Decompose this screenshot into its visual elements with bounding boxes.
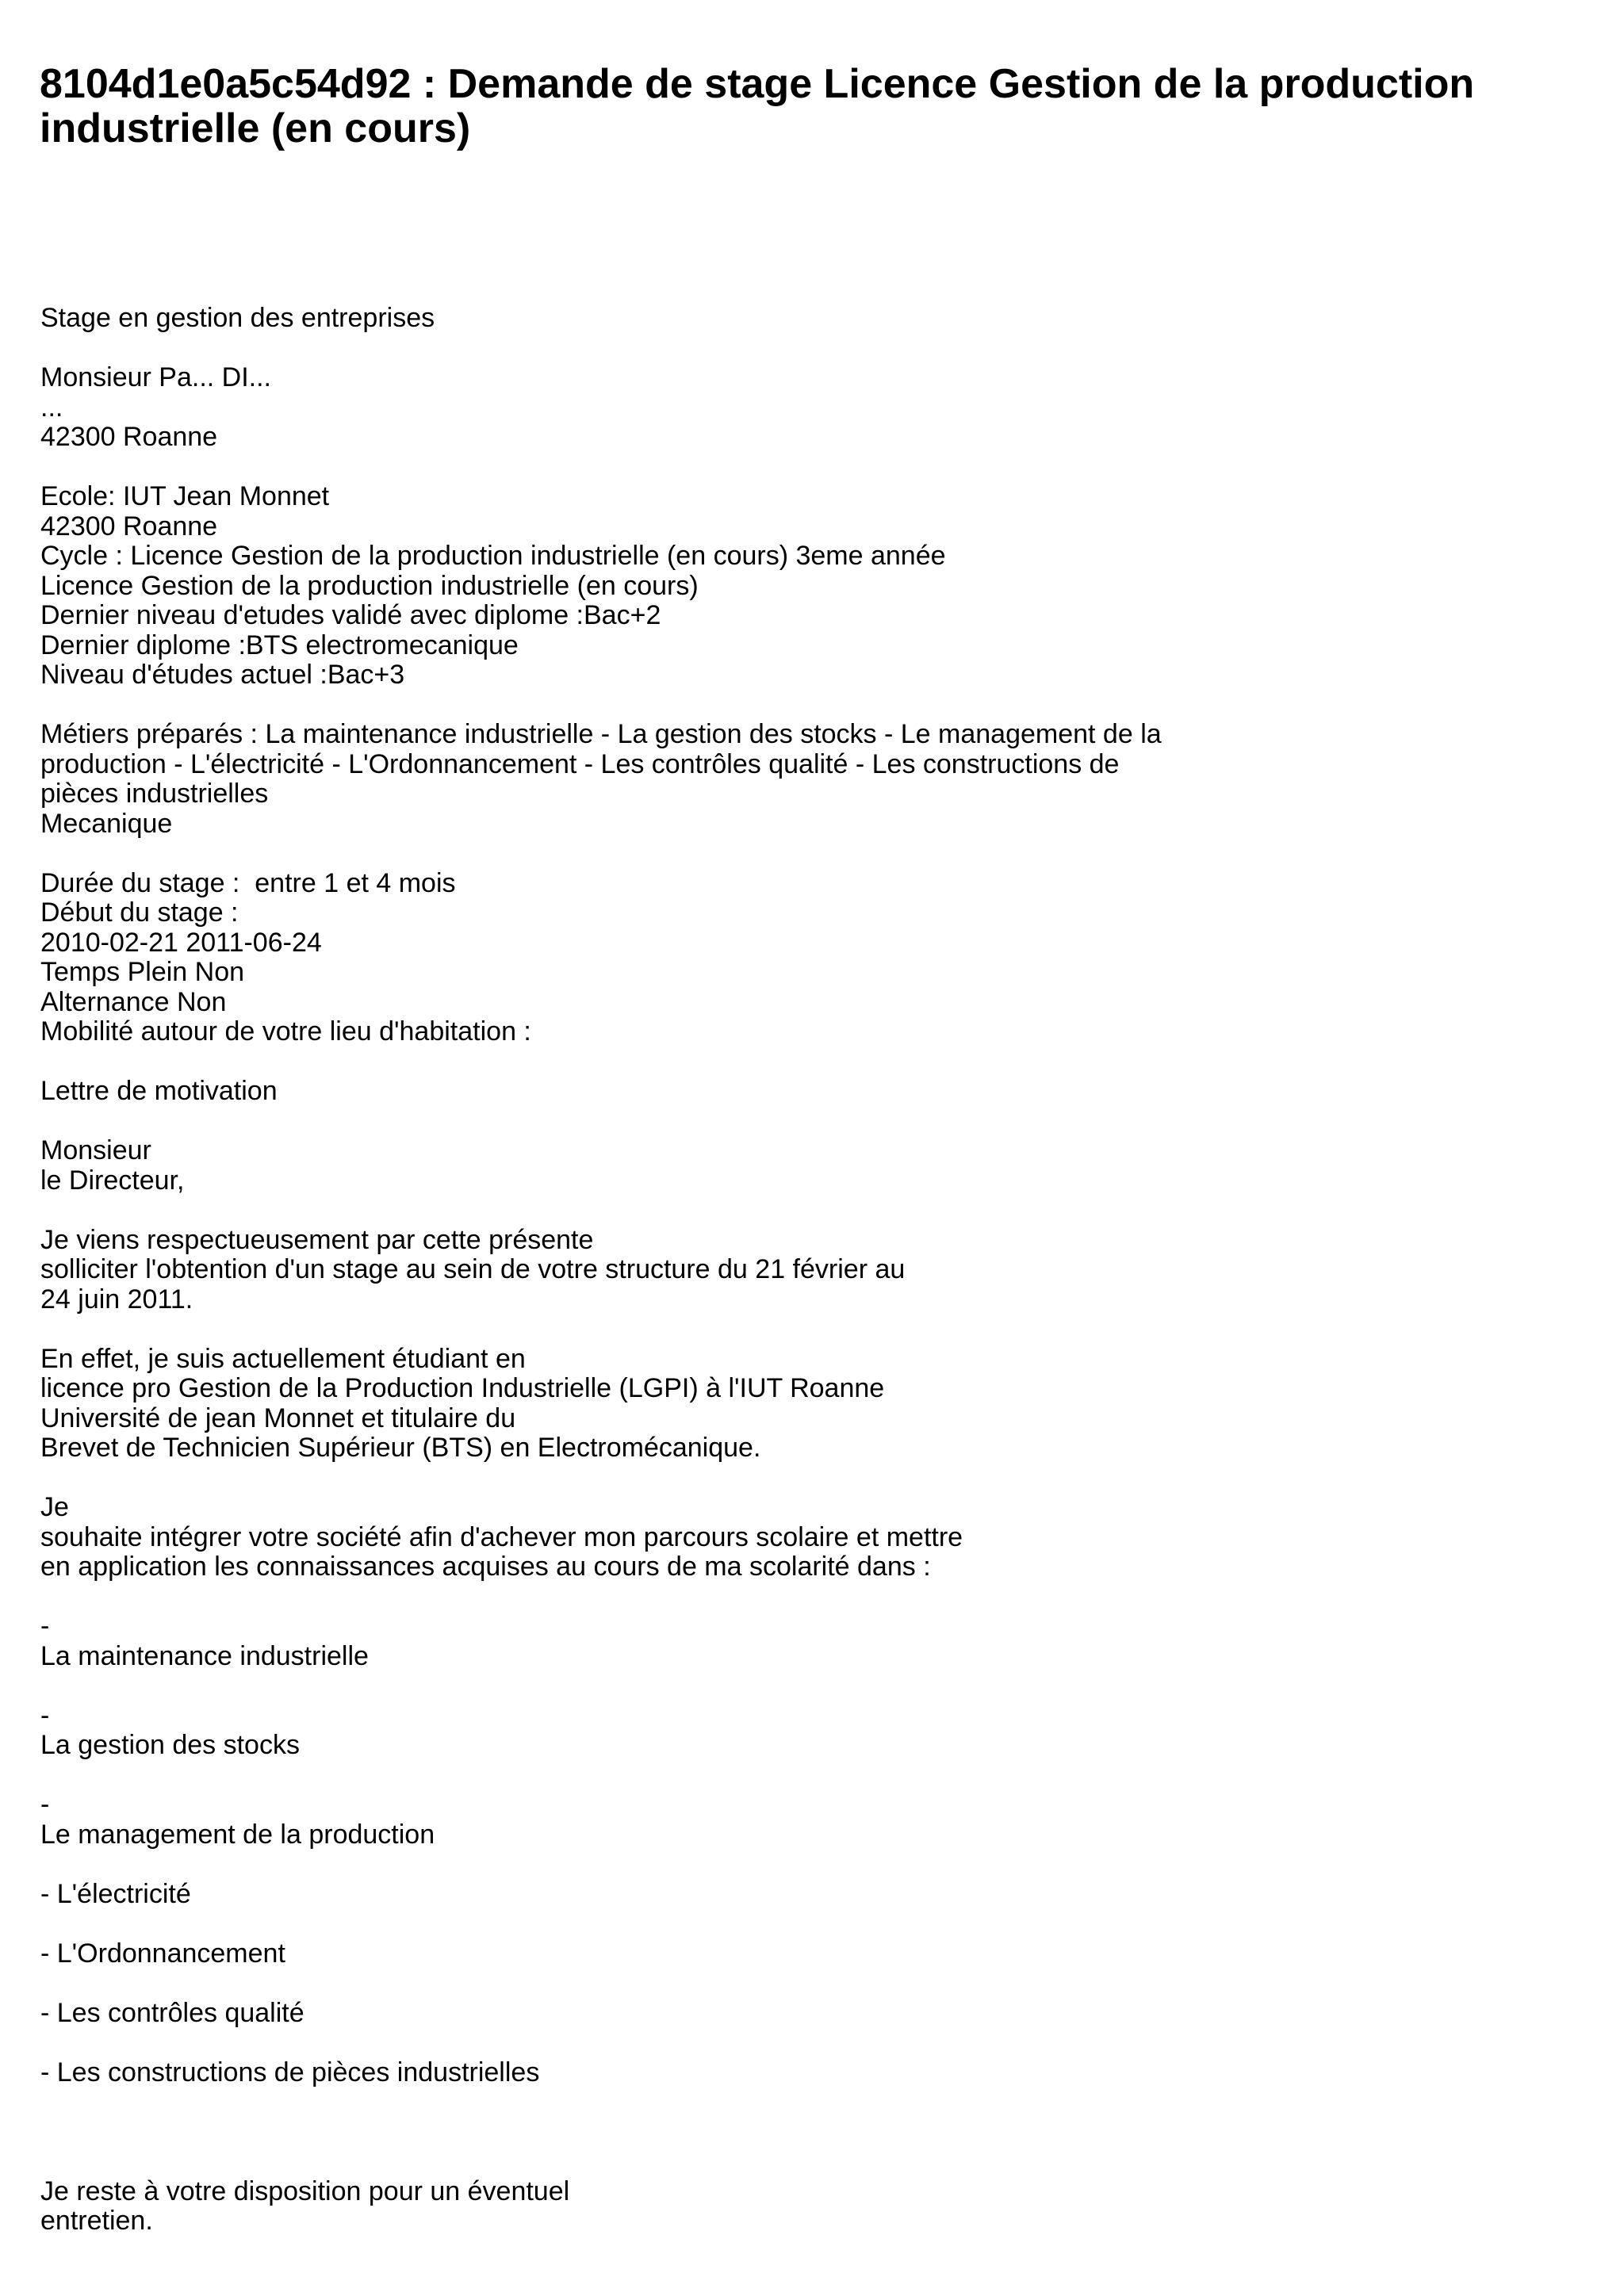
text-line: Mobilité autour de votre lieu d'habitation : — [40, 1016, 531, 1047]
text-line: Monsieur — [40, 1135, 151, 1165]
document-body — [40, 304, 1547, 2237]
text-line: Stage en gestion des entreprises — [40, 303, 435, 333]
blank-line — [40, 2087, 1547, 2118]
blank-line — [40, 334, 1547, 364]
text-line: - — [40, 1700, 50, 1731]
text-line: Licence Gestion de la production industrielle (en cours) — [40, 570, 699, 601]
text-line: production - L'électricité - L'Ordonnancement - Les contrôles qualité - Les constructions de — [40, 748, 1120, 779]
page-title: 8104d1e0a5c54d92 : Demande de stage Licence Gestion de la production industrielle (en cours) — [40, 61, 1475, 151]
text-line: 42300 Roanne — [40, 422, 218, 452]
text-line: Temps Plein Non — [40, 957, 245, 987]
text-line: Université de jean Monnet et titulaire du — [40, 1402, 516, 1433]
blank-line — [40, 1909, 1547, 1939]
blank-line — [40, 1850, 1547, 1880]
text-line: En effet, je suis actuellement étudiant en — [40, 1343, 526, 1374]
blank-line — [40, 1969, 1547, 1999]
blank-line — [40, 1107, 1547, 1137]
blank-line — [40, 1196, 1547, 1226]
text-line: Début du stage : — [40, 897, 239, 928]
text-line: Alternance Non — [40, 986, 227, 1017]
text-line: Mecanique — [40, 808, 173, 839]
text-line: 2010-02-21 2011-06-24 — [40, 927, 322, 958]
text-line: Métiers préparés : La maintenance industrielle - La gestion des stocks - Le management de la — [40, 719, 1162, 749]
text-line: 42300 Roanne — [40, 511, 218, 541]
text-line: Cycle : Licence Gestion de la production industrielle (en cours) 3eme année — [40, 541, 946, 571]
text-line: - — [40, 1789, 50, 1820]
blank-line — [40, 1464, 1547, 1494]
text-line: Durée du stage : entre 1 et 4 mois — [40, 867, 456, 898]
text-line: licence pro Gestion de la Production Industrielle (LGPI) à l'IUT Roanne — [40, 1373, 885, 1403]
text-line: Ecole: IUT Jean Monnet — [40, 481, 330, 511]
blank-line — [40, 1761, 1547, 1791]
blank-line — [40, 839, 1547, 869]
text-line: 24 juin 2011. — [40, 1284, 193, 1314]
text-line: - L'Ordonnancement — [40, 1938, 285, 1969]
text-line: ... — [40, 392, 63, 423]
text-line: - Les constructions de pièces industrielles — [40, 2057, 540, 2087]
text-line: souhaite intégrer votre société afin d'achever mon parcours scolaire et mettre — [40, 1521, 963, 1552]
blank-line — [40, 691, 1547, 721]
text-line: Lettre de motivation — [40, 1076, 278, 1106]
text-line: - Les contrôles qualité — [40, 1997, 304, 2028]
text-line: pièces industrielles — [40, 779, 269, 809]
text-line: Monsieur Pa... DI... — [40, 362, 271, 392]
text-line: solliciter l'obtention d'un stage au sein de votre structure du 21 février au — [40, 1254, 906, 1284]
blank-line — [40, 1314, 1547, 1345]
text-line: le Directeur, — [40, 1165, 185, 1196]
text-line: La maintenance industrielle — [40, 1640, 369, 1671]
blank-line — [40, 453, 1547, 483]
text-line: Dernier niveau d'etudes validé avec diplome :Bac+2 — [40, 600, 661, 630]
text-line: Niveau d'études actuel :Bac+3 — [40, 660, 405, 690]
blank-line — [40, 1671, 1547, 1701]
text-line: - — [40, 1611, 50, 1641]
text-line: Le management de la production — [40, 1819, 435, 1850]
blank-line — [40, 2118, 1547, 2148]
text-line: - L'électricité — [40, 1878, 191, 1909]
text-line: Dernier diplome :BTS electromecanique — [40, 629, 519, 660]
text-line: Je viens respectueusement par cette présente — [40, 1224, 594, 1255]
text-line: La gestion des stocks — [40, 1730, 300, 1760]
text-line: Brevet de Technicien Supérieur (BTS) en Electromécanique. — [40, 1433, 761, 1463]
text-line: en application les connaissances acquises au cours de ma scolarité dans : — [40, 1552, 931, 1582]
text-line: Je — [40, 1492, 69, 1522]
text-line: Je reste à votre disposition pour un éventuel — [40, 2175, 570, 2206]
blank-line — [40, 2147, 1547, 2177]
blank-line — [40, 2028, 1547, 2058]
blank-line — [40, 1047, 1547, 1077]
text-line: entretien. — [40, 2206, 153, 2236]
blank-line — [40, 1582, 1547, 1613]
